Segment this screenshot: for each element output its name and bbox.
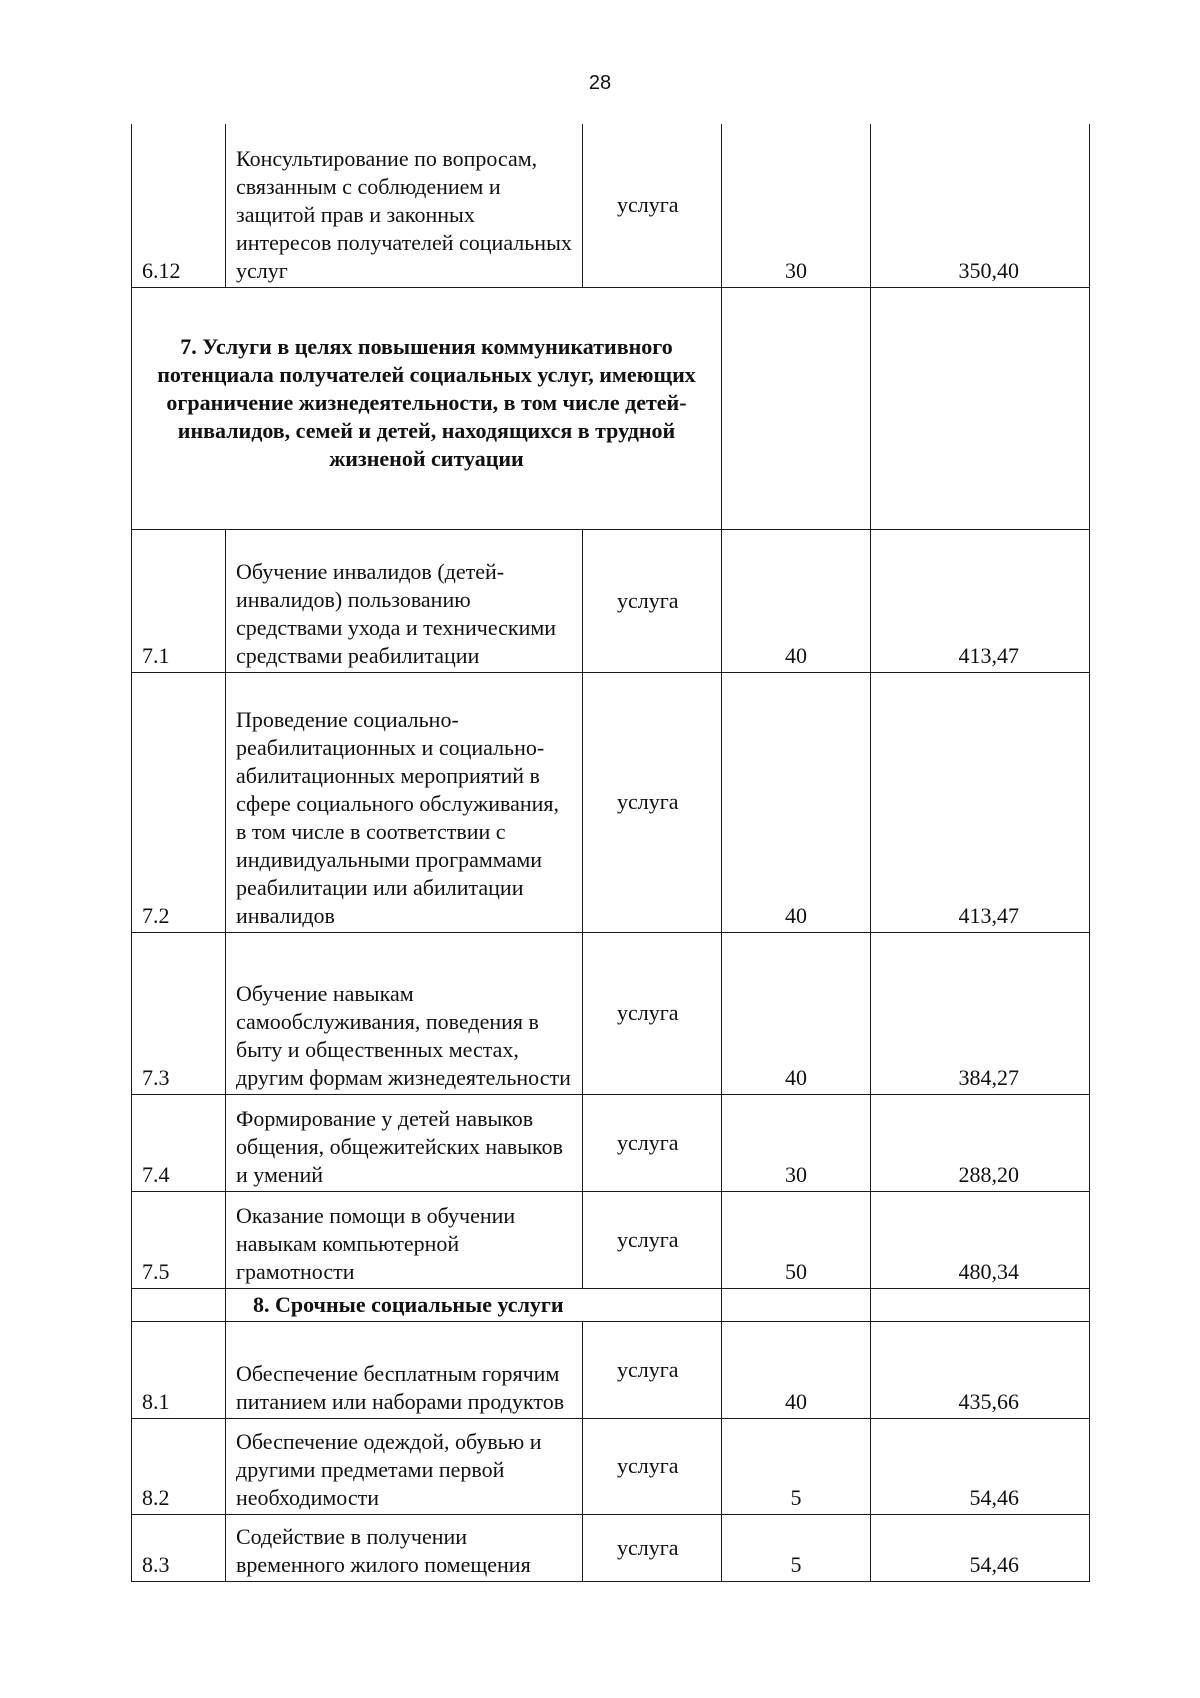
service-price: 435,66 — [871, 1321, 1090, 1418]
service-name: Консультирование по вопросам, связанным с соблюдением и защитой прав и законных интересов получателей социальных услуг — [226, 124, 583, 287]
service-number: 7.3 — [132, 932, 226, 1094]
table-row — [132, 529, 1090, 672]
service-number: 8.1 — [132, 1321, 226, 1418]
empty-cell — [871, 1288, 1090, 1321]
service-quantity: 50 — [722, 1191, 871, 1288]
service-price: 288,20 — [871, 1094, 1090, 1191]
table-row — [132, 1094, 1090, 1191]
service-number: 8.2 — [132, 1418, 226, 1514]
empty-cell — [722, 287, 871, 529]
table-row — [132, 1321, 1090, 1418]
table-row — [132, 1514, 1090, 1581]
service-unit: услуга — [583, 1191, 722, 1288]
service-number: 8.3 — [132, 1514, 226, 1581]
service-quantity: 40 — [722, 1321, 871, 1418]
service-name: Проведение социально-реабилитационных и социально-абилитационных мероприятий в сфере социального обслуживания, в том числе в соответствии с индивидуальными программами реабилитации или абилитации инвалидов — [226, 672, 583, 932]
empty-cell — [722, 1288, 871, 1321]
service-quantity: 40 — [722, 529, 871, 672]
service-name: Обучение инвалидов (детей-инвалидов) пользованию средствами ухода и техническими средствами реабилитации — [226, 529, 583, 672]
section-row — [132, 287, 1090, 529]
service-quantity: 40 — [722, 932, 871, 1094]
service-unit: услуга — [583, 529, 722, 672]
service-unit: услуга — [583, 932, 722, 1094]
empty-cell — [871, 287, 1090, 529]
service-unit: услуга — [583, 1418, 722, 1514]
service-price: 54,46 — [871, 1514, 1090, 1581]
empty-cell — [132, 1288, 226, 1321]
service-unit: услуга — [583, 1514, 722, 1581]
service-unit: услуга — [583, 124, 722, 287]
service-price: 413,47 — [871, 529, 1090, 672]
service-name: Обеспечение одеждой, обувью и другими предметами первой необходимости — [226, 1418, 583, 1514]
service-quantity: 5 — [722, 1514, 871, 1581]
service-price: 350,40 — [871, 124, 1090, 287]
section-title: 7. Услуги в целях повышения коммуникативного потенциала получателей социальных услуг, имеющих ограничение жизнедеятельности, в том числе детей-инвалидов, семей и детей, находящихся в трудной жизненой ситуации — [132, 287, 722, 529]
table-row — [132, 1191, 1090, 1288]
service-name: Содействие в получении временного жилого помещения — [226, 1514, 583, 1581]
service-unit: услуга — [583, 1321, 722, 1418]
service-quantity: 5 — [722, 1418, 871, 1514]
service-quantity: 40 — [722, 672, 871, 932]
service-number: 7.2 — [132, 672, 226, 932]
service-name: Обучение навыкам самообслуживания, поведения в быту и общественных местах, другим формам жизнедеятельности — [226, 932, 583, 1094]
service-name: Формирование у детей навыков общения, общежитейских навыков и умений — [226, 1094, 583, 1191]
service-name: Оказание помощи в обучении навыкам компьютерной грамотности — [226, 1191, 583, 1288]
table-row — [132, 1418, 1090, 1514]
page-number: 28 — [588, 72, 612, 94]
service-name: Обеспечение бесплатным горячим питанием или наборами продуктов — [226, 1321, 583, 1418]
section-row — [132, 1288, 1090, 1321]
services-table — [131, 124, 1090, 1582]
service-number: 7.4 — [132, 1094, 226, 1191]
service-unit: услуга — [583, 672, 722, 932]
service-price: 480,34 — [871, 1191, 1090, 1288]
service-price: 413,47 — [871, 672, 1090, 932]
service-number: 7.1 — [132, 529, 226, 672]
service-quantity: 30 — [722, 1094, 871, 1191]
section-title: 8. Срочные социальные услуги — [226, 1288, 722, 1321]
service-price: 384,27 — [871, 932, 1090, 1094]
service-number: 6.12 — [132, 124, 226, 287]
table-row — [132, 124, 1090, 287]
table-row — [132, 672, 1090, 932]
service-price: 54,46 — [871, 1418, 1090, 1514]
table-row — [132, 932, 1090, 1094]
service-unit: услуга — [583, 1094, 722, 1191]
service-number: 7.5 — [132, 1191, 226, 1288]
service-quantity: 30 — [722, 124, 871, 287]
